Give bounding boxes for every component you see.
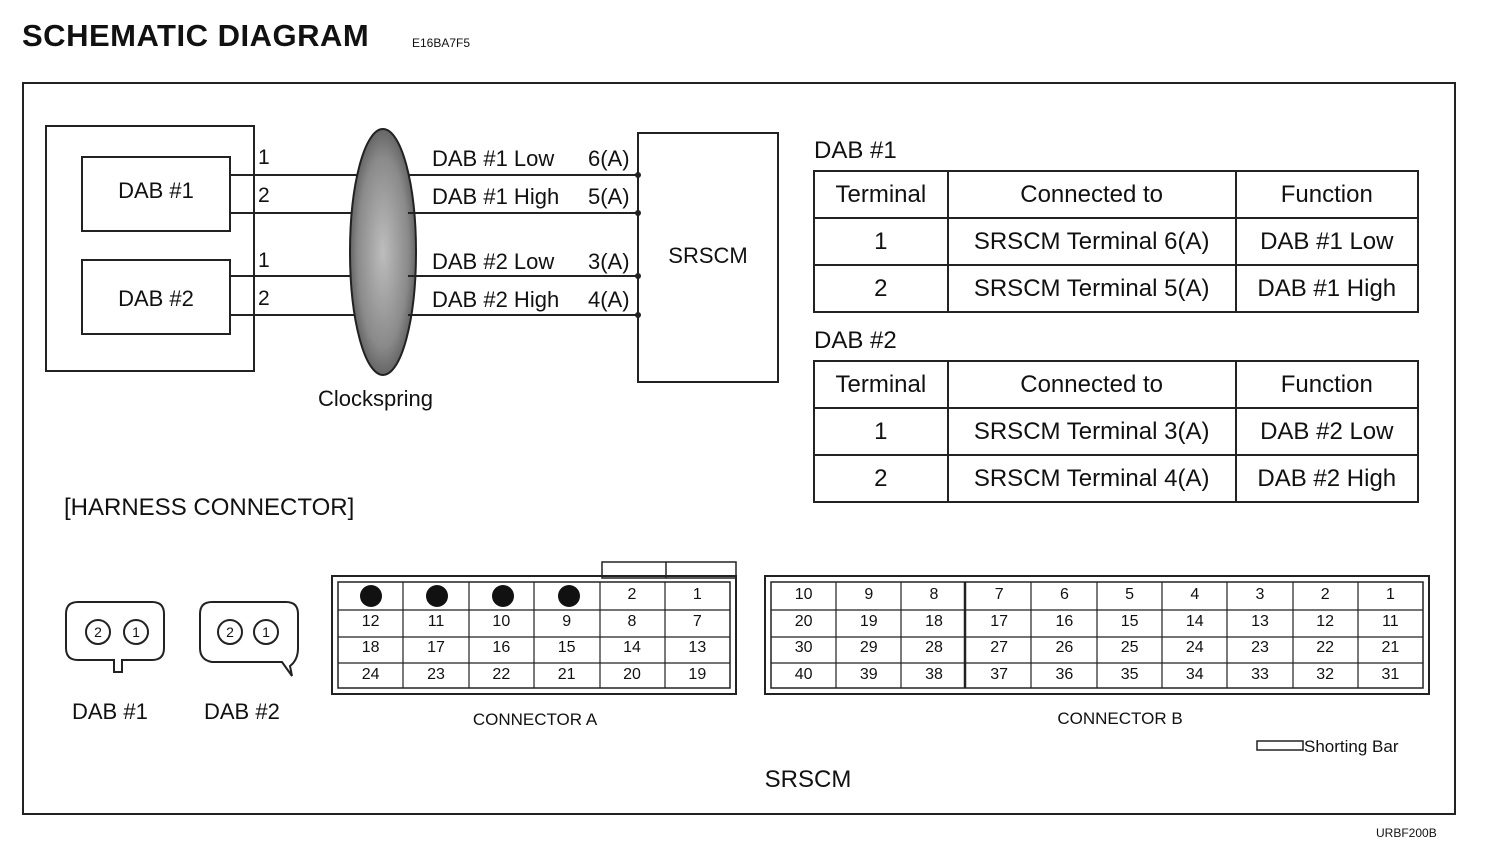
connector-pin-number: 18 [925, 612, 943, 630]
wire-terminal-label: 3(A) [588, 249, 630, 274]
connector-pin-number: 21 [1381, 639, 1400, 656]
table-row [814, 265, 1418, 312]
connector-pin-number: 29 [859, 639, 878, 656]
connector-pin-number: 31 [1381, 665, 1400, 683]
pin-label: 1 [258, 146, 270, 169]
table-row [814, 218, 1418, 265]
connector-pin-number [534, 582, 599, 609]
table-cell: DAB #1 High [1236, 265, 1418, 312]
connector-pin-number: 24 [361, 665, 380, 683]
wire-signal-label: DAB #1 Low [432, 146, 555, 171]
connector-pin-number: 16 [1055, 612, 1074, 630]
table-cell: 2 [814, 265, 948, 312]
connector-pin-number: 25 [1120, 639, 1139, 656]
connector-pin-number: 12 [361, 612, 380, 630]
connector-pin-number: 13 [1251, 612, 1269, 630]
connector-pin-number: 33 [1251, 665, 1269, 683]
table-row [814, 455, 1418, 502]
table-header-row [814, 361, 1418, 408]
connector-pin-number: 28 [925, 639, 943, 656]
connector-pin-number: 36 [1055, 665, 1074, 683]
dab2-function-table [813, 360, 1419, 503]
pin-number: 2 [226, 624, 234, 640]
connector-pin-number: 13 [688, 639, 707, 656]
connector-pin-number: 1 [1385, 586, 1395, 603]
table-cell: 1 [814, 408, 948, 455]
clockspring-shape [350, 129, 416, 375]
connector-pin-number: 20 [623, 665, 641, 683]
connector-b-grid [771, 582, 1423, 688]
connector-pin-number: 6 [1059, 586, 1069, 603]
clockspring-label: Clockspring [318, 386, 433, 411]
connector-pin-number: 17 [990, 612, 1009, 630]
table-header: Connected to [948, 171, 1236, 218]
connector-pin-number: 11 [427, 612, 445, 630]
page-title: SCHEMATIC DIAGRAM [22, 18, 370, 53]
connector-pin-number: 8 [627, 612, 637, 630]
wire-terminal-label: 5(A) [588, 184, 630, 209]
connector-pin-number: 8 [929, 586, 939, 603]
pin-label: 2 [258, 184, 270, 207]
wire-terminal-label: 4(A) [588, 287, 630, 312]
pin-number: 1 [262, 624, 270, 640]
connector-pin-number: 1 [692, 586, 702, 603]
pin-number: 1 [132, 624, 140, 640]
connector-pin-number: 14 [623, 639, 641, 656]
connector-pin-number: 2 [1320, 586, 1330, 603]
table-header: Terminal [814, 171, 948, 218]
harness-title: [HARNESS CONNECTOR] [64, 494, 355, 521]
connector-pin-number: 21 [557, 665, 576, 683]
figure-code: URBF200B [1376, 826, 1437, 840]
connector-pin-number: 40 [794, 665, 813, 683]
shorting-bar-label: Shorting Bar [1304, 737, 1399, 756]
connector-pin-number: 30 [794, 639, 813, 656]
dab2-connector-label: DAB #2 [204, 699, 280, 724]
connector-pin-number: 22 [1316, 639, 1335, 656]
connector-pin-number: 27 [990, 639, 1009, 656]
connector-pin-number: 39 [859, 665, 878, 683]
connector-pin-number: 9 [864, 586, 874, 603]
connector-pin-number: 14 [1185, 612, 1204, 630]
wire-terminal-label: 6(A) [588, 146, 630, 171]
table-cell: SRSCM Terminal 3(A) [948, 408, 1236, 455]
dab1-label: DAB #1 [118, 178, 194, 203]
connector-pin-number: 7 [692, 612, 702, 630]
dab-connectors-svg [60, 596, 310, 686]
pin-label: 1 [258, 249, 270, 272]
connector-pin-number: 2 [627, 586, 637, 603]
dab1-connector-shape [66, 602, 164, 672]
connector-pin-number: 17 [427, 639, 445, 656]
connector-pin-number: 19 [688, 665, 707, 683]
table-cell: DAB #2 High [1236, 455, 1418, 502]
connector-pin-number: 15 [1120, 612, 1139, 630]
connector-pin-number: 19 [859, 612, 878, 630]
connector-pin-number: 16 [492, 639, 511, 656]
table-header: Connected to [948, 361, 1236, 408]
connector-pin-number [338, 582, 403, 609]
table-cell: DAB #1 Low [1236, 218, 1418, 265]
connector-pin-number: 38 [925, 665, 943, 683]
connector-pin-number: 12 [1316, 612, 1335, 630]
connector-pin-number: 26 [1055, 639, 1074, 656]
pin-number: 2 [94, 624, 102, 640]
connector-pin-number: 10 [794, 586, 813, 603]
table-title: DAB #2 [814, 327, 897, 354]
connector-pin-number: 34 [1185, 665, 1204, 683]
connector-b-label: CONNECTOR B [1057, 709, 1183, 728]
table-header: Function [1236, 361, 1418, 408]
connector-pin-number: 24 [1185, 639, 1204, 656]
connector-pin-number: 9 [562, 612, 572, 630]
dab2-label: DAB #2 [118, 286, 194, 311]
srscm-label: SRSCM [668, 243, 748, 268]
connector-pin-number [403, 582, 468, 609]
table-header: Function [1236, 171, 1418, 218]
connector-pin-number: 22 [492, 665, 511, 683]
connector-pin-number: 11 [1382, 612, 1399, 630]
shorting-bar-icon [1256, 740, 1304, 752]
table-cell: SRSCM Terminal 5(A) [948, 265, 1236, 312]
connector-pin-number: 35 [1120, 665, 1139, 683]
table-cell: SRSCM Terminal 6(A) [948, 218, 1236, 265]
connector-pin-number: 37 [990, 665, 1009, 683]
table-header-row [814, 171, 1418, 218]
srscm-caption: SRSCM [764, 766, 852, 793]
dab2-connector-shape [200, 602, 298, 676]
table-title: DAB #1 [814, 137, 897, 164]
dab1-connector-label: DAB #1 [72, 699, 148, 724]
connector-pin-number: 18 [361, 639, 380, 656]
wire-signal-label: DAB #2 Low [432, 249, 555, 274]
table-cell: 1 [814, 218, 948, 265]
connector-pin-number: 3 [1255, 586, 1265, 603]
document-code: E16BA7F5 [412, 36, 471, 50]
pin-label: 2 [258, 287, 270, 310]
connector-pin-number: 20 [794, 612, 813, 630]
connector-pin-number [469, 582, 534, 609]
dab1-function-table [813, 170, 1419, 313]
table-cell: DAB #2 Low [1236, 408, 1418, 455]
connector-pin-number: 5 [1125, 586, 1135, 603]
connector-pin-number: 23 [1251, 639, 1269, 656]
connector-pin-number: 7 [994, 586, 1004, 603]
wire-signal-label: DAB #2 High [432, 287, 560, 312]
table-cell: 2 [814, 455, 948, 502]
connector-pin-number: 23 [427, 665, 445, 683]
wire-signal-label: DAB #1 High [432, 184, 560, 209]
connector-a-grid [338, 582, 730, 688]
connector-pin-number: 15 [557, 639, 576, 656]
table-cell: SRSCM Terminal 4(A) [948, 455, 1236, 502]
connector-pin-number: 32 [1316, 665, 1335, 683]
connector-a-label: CONNECTOR A [472, 710, 598, 729]
table-header: Terminal [814, 361, 948, 408]
connector-pin-number: 10 [492, 612, 511, 630]
connector-pin-number: 4 [1190, 586, 1200, 603]
table-row [814, 408, 1418, 455]
